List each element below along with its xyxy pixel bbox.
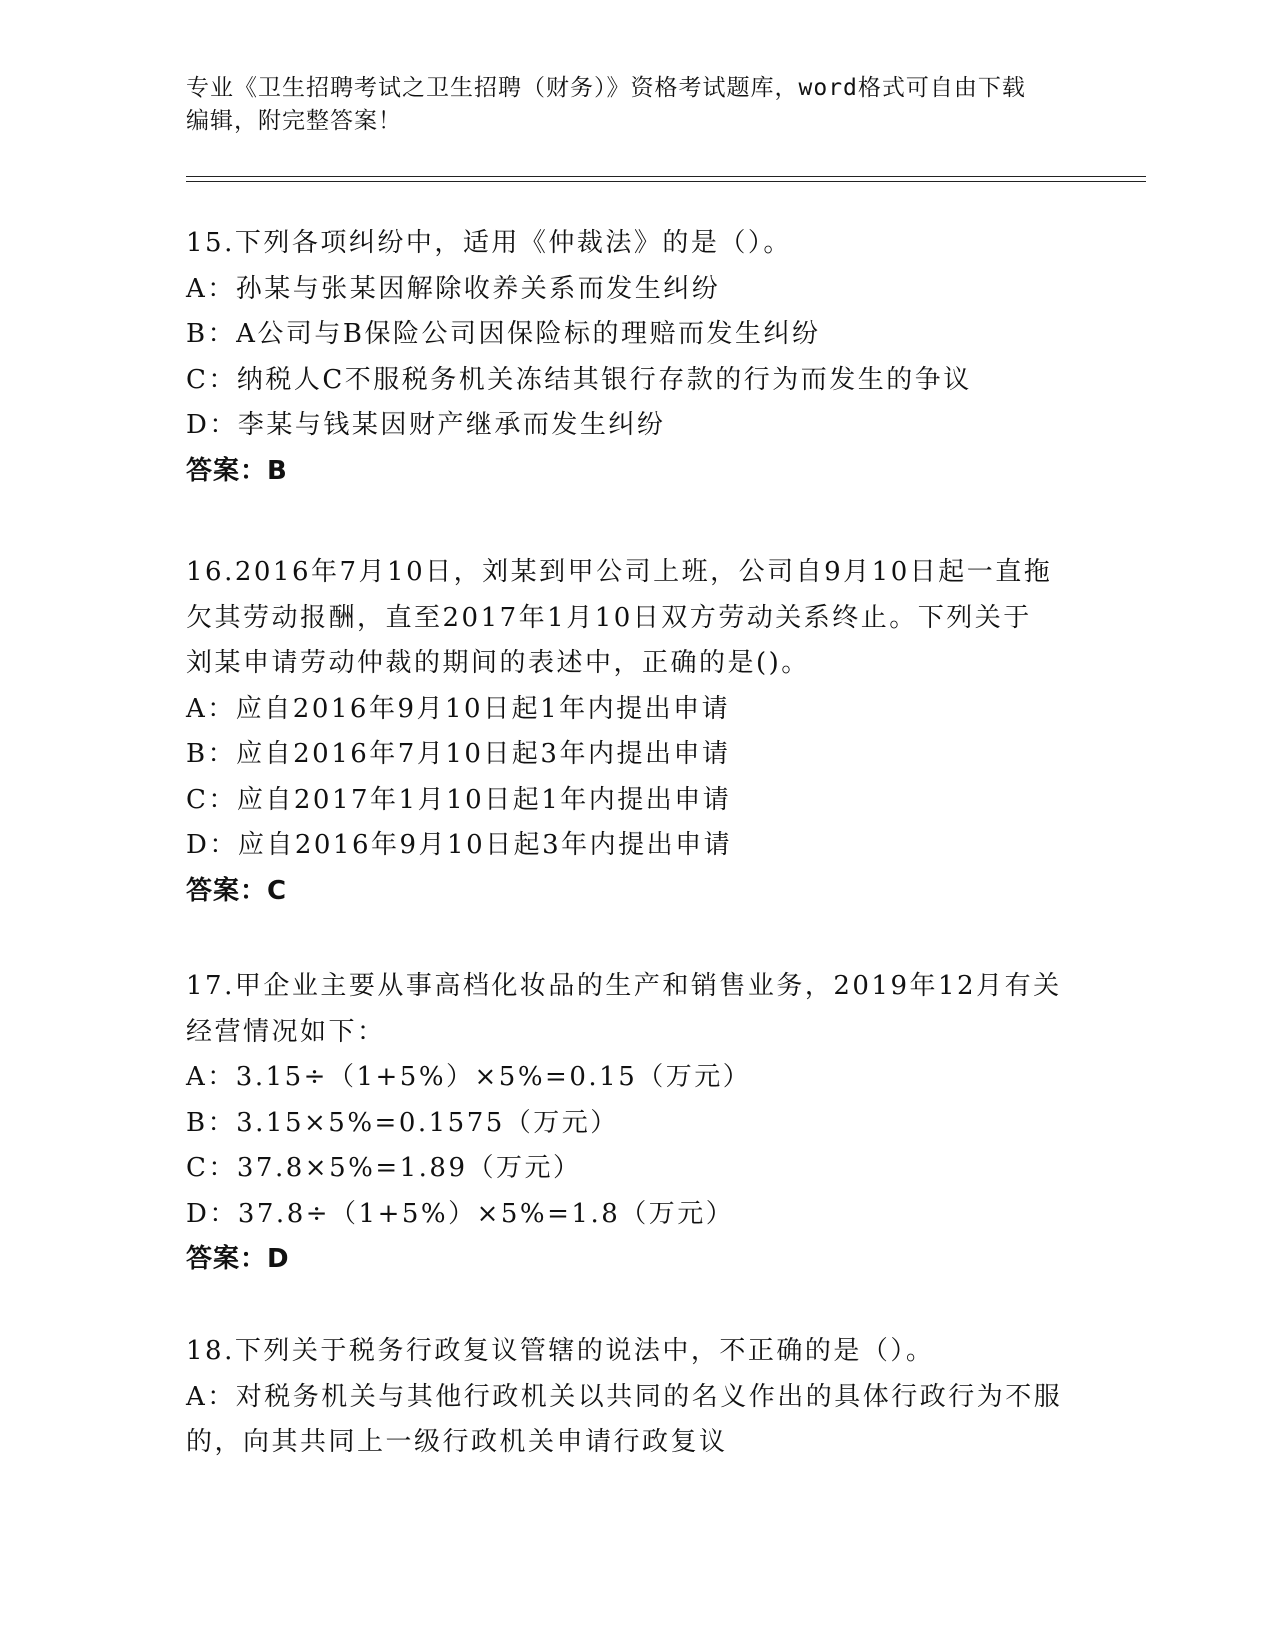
answer-label: 答案：C	[186, 875, 288, 906]
option-b: B：应自2016年7月10日起3年内提出申请	[186, 739, 731, 769]
question-18	[186, 1329, 1116, 1466]
option-d: D：37.8÷（1+5%）×5%=1.8（万元）	[186, 1198, 735, 1229]
option-c: C：应自2017年1月10日起1年内提出申请	[186, 784, 732, 815]
question-15	[186, 221, 1116, 494]
question-stem-line: 18.下列关于税务行政复议管辖的说法中，不正确的是（）。	[186, 1336, 935, 1366]
header-line-1: 专业《卫生招聘考试之卫生招聘（财务）》资格考试题库，word格式可自由下载	[186, 75, 1026, 101]
option-c: C：37.8×5%=1.89（万元）	[186, 1153, 582, 1183]
option-a-continued: 的，向其共同上一级行政机关申请行政复议	[186, 1427, 728, 1457]
question-stem-line: 16.2016年7月10日，刘某到甲公司上班，公司自9月10日起一直拖	[186, 557, 1053, 587]
header-divider-bottom	[186, 181, 1146, 182]
answer-label: 答案：D	[186, 1244, 290, 1274]
option-d: D：李某与钱某因财产继承而发生纠纷	[186, 410, 666, 440]
question-16	[186, 550, 1116, 914]
question-stem-line: 刘某申请劳动仲裁的期间的表述中，正确的是()。	[186, 648, 810, 678]
question-stem-line: 15.下列各项纠纷中，适用《仲裁法》的是（）。	[186, 228, 792, 258]
option-d: D：应自2016年9月10日起3年内提出申请	[186, 830, 733, 860]
option-a: A：孙某与张某因解除收养关系而发生纠纷	[186, 273, 721, 304]
document-header	[186, 72, 1086, 138]
option-b: B：3.15×5%=0.1575（万元）	[186, 1107, 619, 1138]
option-c: C：纳税人C不服税务机关冻结其银行存款的行为而发生的争议	[186, 364, 972, 395]
header-divider-top	[186, 176, 1146, 177]
option-b: B：A公司与B保险公司因保险标的理赔而发生纠纷	[186, 319, 821, 349]
header-line-2: 编辑，附完整答案！	[186, 108, 402, 134]
question-stem-line: 经营情况如下：	[186, 1016, 386, 1047]
answer-label: 答案：B	[186, 455, 288, 486]
question-stem-line: 17.甲企业主要从事高档化妆品的生产和销售业务，2019年12月有关	[186, 971, 1062, 1001]
option-a: A：对税务机关与其他行政机关以共同的名义作出的具体行政行为不服	[186, 1381, 1063, 1412]
question-stem-line: 欠其劳动报酬，直至2017年1月10日双方劳动关系终止。下列关于	[186, 602, 1032, 633]
option-a: A：3.15÷（1+5%）×5%=0.15（万元）	[186, 1062, 752, 1092]
option-a: A：应自2016年9月10日起1年内提出申请	[186, 693, 731, 724]
question-17	[186, 964, 1116, 1283]
